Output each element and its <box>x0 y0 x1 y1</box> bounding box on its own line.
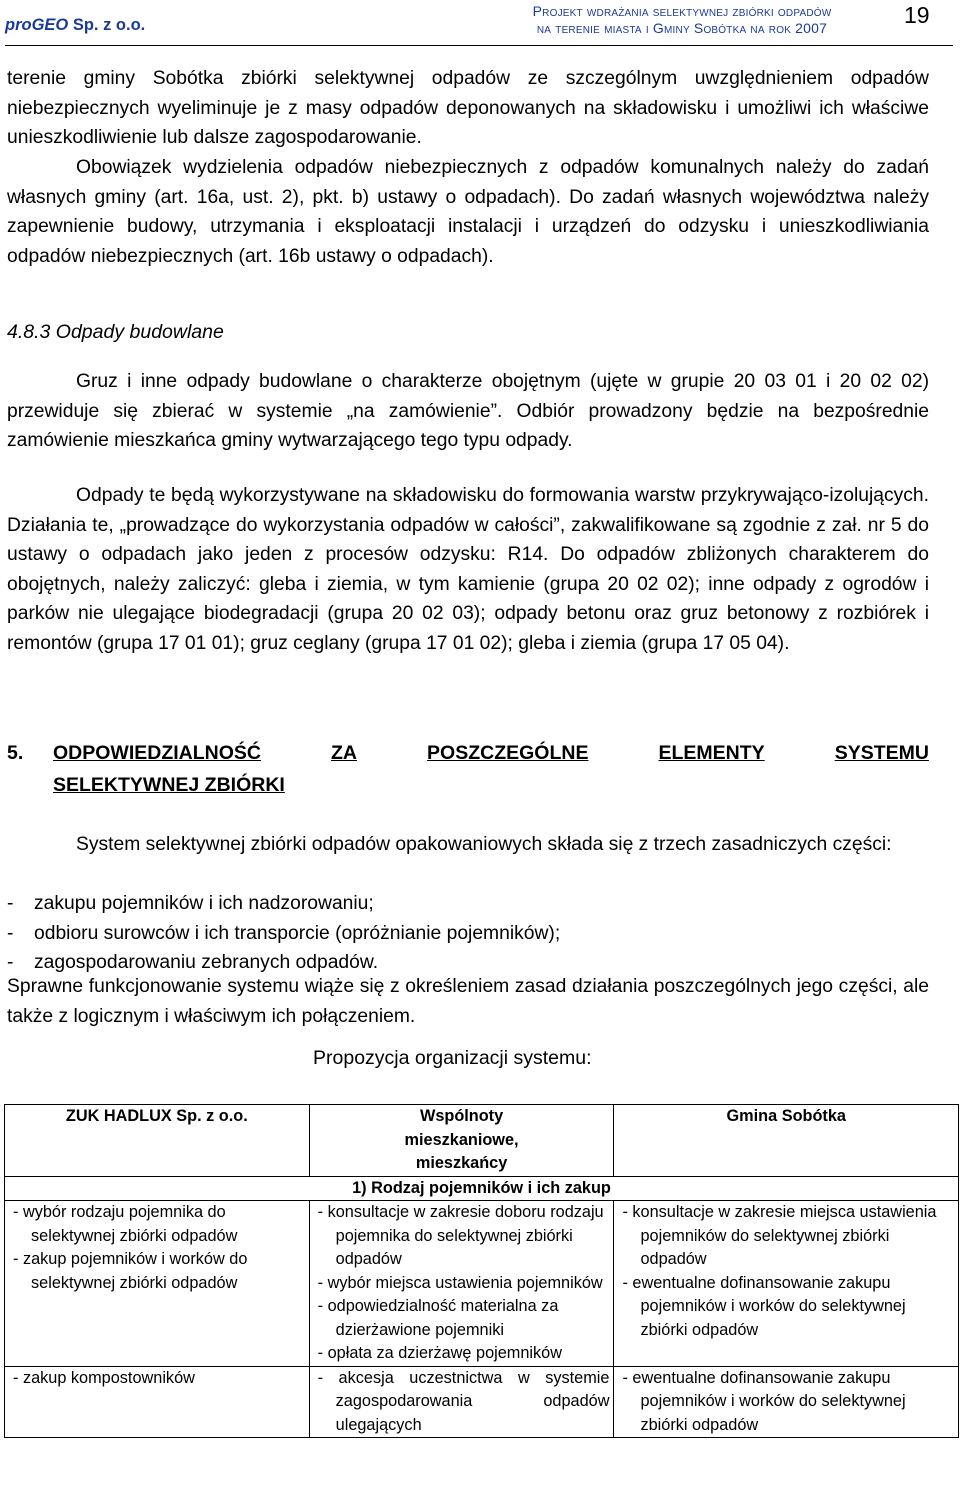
section-5-word: ELEMENTY <box>658 742 765 764</box>
table-cell: - akcesja uczestnictwa w systemie zagospodarowania odpadów ulegających <box>309 1366 614 1438</box>
table-cell: - zakup kompostowników <box>5 1366 310 1438</box>
organization-table <box>4 1104 959 1438</box>
column-header-residents: Wspólnoty mieszkaniowe, mieszkańcy <box>309 1105 614 1177</box>
list-item: - zagospodarowaniu zebranych odpadów. <box>7 948 929 978</box>
table-cell: - wybór rodzaju pojemnika do selektywnej zbiórki odpadów - zakup pojemników i worków do selektywnej zbiórki odpadów <box>5 1201 310 1367</box>
table-cell: - konsultacje w zakresie miejsca ustawienia pojemników do selektywnej zbiórki odpadów - ewentualne dofinansowanie zakupu pojemników i worków do selektywnej zbiórki odpadów <box>614 1201 959 1367</box>
parts-list <box>7 889 929 978</box>
section-5-word: ODPOWIEDZIALNOŚĆ <box>53 742 261 764</box>
section-5-title-line1 <box>53 737 929 769</box>
paragraph-3: Gruz i inne odpady budowlane o charakterze obojętnym (ujęte w grupie 20 03 01 i 20 02 02) przewiduje się zbierać w systemie „na zamówienie”. Odbiór prowadzony będzie na bezpośrednie zamówienie mieszkańca gminy wytwarzającego tego typu odpady. <box>7 371 929 451</box>
table-cell: - ewentualne dofinansowanie zakupu pojemników i worków do selektywnej zbiórki odpadów <box>614 1366 959 1438</box>
list-item: - odbioru surowców i ich transporcie (opróżnianie pojemników); <box>7 919 929 949</box>
section-5-title-line2: SELEKTYWNEJ ZBIÓRKI <box>53 774 285 796</box>
header-company <box>5 16 145 35</box>
section-5-number: 5. <box>7 742 24 764</box>
list-dash: - <box>7 952 14 973</box>
section-4-8-3-heading: 4.8.3 Odpady budowlane <box>7 321 224 343</box>
header-project-title <box>482 3 882 37</box>
company-suffix: Sp. z o.o. <box>68 16 146 34</box>
company-name: proGEO <box>5 16 69 34</box>
list-dash: - <box>7 893 14 914</box>
paragraph-4: Odpady te będą wykorzystywane na składowisku do formowania warstw przykrywająco-izolujących. Działania te, „prowadzące do wykorzystania odpadów w całości”, zakwalifikowane są zgodnie z zał. nr 5 do ustawy o odpadach jako jeden z procesów odzysku: R14. Do odpadów zbliżonych charakterem do obojętnych, należy zaliczyć: gleba i ziemia, w tym kamienie (grupa 20 02 02); inne odpady z ogrodów i parków nie ulegające biodegradacji (grupa 20 02 03); odpady betonu oraz gruz betonowy z rozbiórek i remontów (grupa 17 01 01); gruz ceglany (grupa 17 01 02); gleba i ziemia (grupa 17 05 04). <box>7 485 929 654</box>
project-title-line2: na terenie miasta i Gminy Sobótka na rok 2007 <box>536 20 828 36</box>
column-header-zuk: ZUK HADLUX Sp. z o.o. <box>5 1105 310 1177</box>
paragraph-5: System selektywnej zbiórki odpadów opakowaniowych składa się z trzech zasadniczych części: <box>76 834 892 855</box>
paragraph-2: Obowiązek wydzielenia odpadów niebezpiecznych z odpadów komunalnych należy do zadań własnych gminy (art. 16a, ust. 2), pkt. b) ustawy o odpadach). Do zadań własnych województwa należy zapewnienie budowy, utrzymania i eksploatacji instalacji i urządzeń do odzysku i unieszkodliwiania odpadów niebezpiecznych (art. 16b ustawy o odpadach). <box>7 157 929 267</box>
table-section-title: 1) Rodzaj pojemników i ich zakup <box>5 1176 959 1201</box>
table-cell: - konsultacje w zakresie doboru rodzaju pojemnika do selektywnej zbiórki odpadów - wybór miejsca ustawienia pojemników - odpowiedzialność materialna za dzierżawione pojemniki - opłata za dzierżawę pojemników <box>309 1201 614 1367</box>
column-header-gmina: Gmina Sobótka <box>614 1105 959 1177</box>
section-5-word: SYSTEMU <box>834 742 929 764</box>
table-row <box>5 1201 959 1367</box>
paragraph-6: Sprawne funkcjonowanie systemu wiąże się z określeniem zasad działania poszczególnych jego części, ale także z logicznym i właściwym ich połączeniem. <box>7 976 929 1027</box>
list-dash: - <box>7 922 14 944</box>
section-5-word: POSZCZEGÓLNE <box>427 742 589 764</box>
list-item: - zakupu pojemników i ich nadzorowaniu; <box>7 889 929 919</box>
table-row <box>5 1366 959 1438</box>
page-number: 19 <box>904 2 930 28</box>
paragraph-1: terenie gminy Sobótka zbiórki selektywnej odpadów ze szczególnym uwzględnieniem odpadów niebezpiecznych wyeliminuje je z masy odpadów deponowanych na składowisku i umożliwi ich właściwe unieszkodliwienie lub dalsze zagospodarowanie. <box>7 68 929 148</box>
header-divider <box>5 45 953 46</box>
section-5-word: ZA <box>331 742 358 764</box>
project-title-line1: Projekt wdrażania selektywnej zbiórki odpadów <box>532 3 832 19</box>
table-caption: Propozycja organizacji systemu: <box>313 1047 592 1069</box>
